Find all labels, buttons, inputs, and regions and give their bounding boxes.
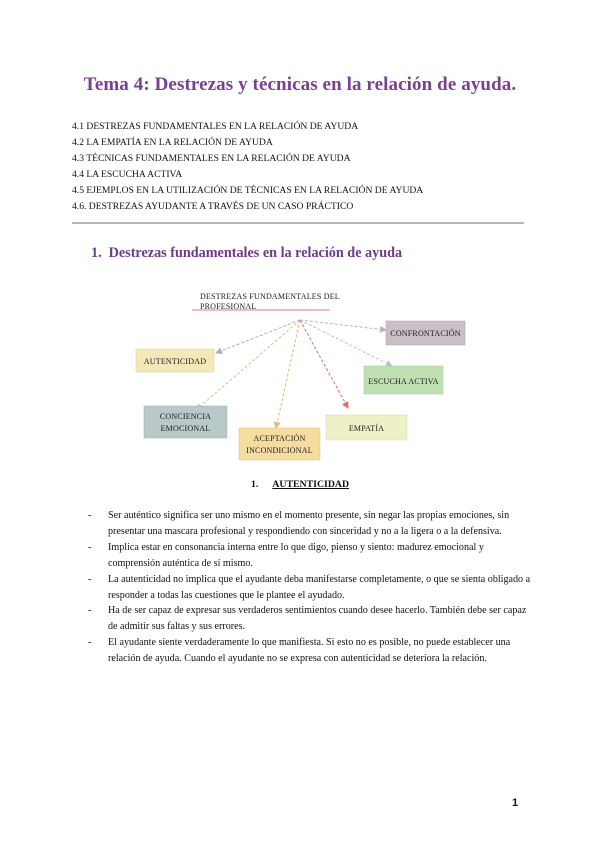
- diagram-arrow-aceptacion: [276, 320, 300, 428]
- diagram-root-label-line1: DESTREZAS FUNDAMENTALES DEL: [200, 292, 340, 301]
- subsection-number: 1.: [250, 479, 259, 490]
- diagram-arrow-escucha: [300, 320, 392, 366]
- toc-item: 4.1 DESTREZAS FUNDAMENTALES EN LA RELACIÓN DE AYUDA: [72, 121, 359, 132]
- bullet-dash: -: [88, 637, 92, 649]
- diagram-node-escucha-activa: [364, 366, 443, 394]
- diagram-node-conciencia-emocional: [144, 406, 227, 438]
- list-item: [88, 572, 534, 604]
- bullet-list: [88, 508, 534, 667]
- node-label: CONCIENCIA: [159, 412, 212, 421]
- section-heading: [91, 245, 402, 262]
- list-item: [88, 635, 534, 667]
- subsection-heading: [0, 479, 600, 490]
- diagram-node-empatia: [326, 415, 407, 440]
- bullet-text: Ser auténtico significa ser uno mismo en el momento presente, sin negar las propias emociones, sin presentar una mascara profesional y respondiendo con sinceridad y no a la ligera o a la defensiva.: [108, 510, 510, 537]
- toc-item: 4.2 LA EMPATÍA EN LA RELACIÓN DE AYUDA: [72, 136, 273, 148]
- skills-diagram: [0, 280, 600, 470]
- section-number: 1.: [91, 245, 102, 261]
- list-item: [88, 540, 534, 572]
- toc-item: 4.3 TÉCNICAS FUNDAMENTALES EN LA RELACIÓN DE AYUDA: [72, 152, 351, 164]
- document-title: Tema 4: Destrezas y técnicas en la relación de ayuda.: [83, 74, 517, 95]
- toc-item: 4.4 LA ESCUCHA ACTIVA: [72, 168, 183, 180]
- bullet-dash: -: [88, 573, 92, 585]
- diagram-root-label-line2: PROFESIONAL: [200, 302, 257, 311]
- horizontal-divider: [72, 222, 524, 224]
- bullet-text: La autenticidad no implica que el ayudante deba manifestarse completamente, o que se sienta obligado a responder a todas las cuestiones que le plantee el ayudado.: [108, 573, 531, 601]
- list-item: [88, 603, 534, 635]
- bullet-dash: -: [88, 541, 92, 553]
- node-label-line2: EMOCIONAL: [160, 424, 211, 433]
- subsection-title: AUTENTICIDAD: [272, 479, 350, 490]
- diagram-node-autenticidad: [136, 349, 214, 372]
- table-of-contents: [72, 119, 423, 214]
- diagram-node-confrontacion: [386, 321, 465, 345]
- bullet-text: Ha de ser capaz de expresar sus verdaderos sentimientos cuando desee hacerlo. También debe ser capaz de admitir sus faltas y sus errores.: [108, 605, 527, 633]
- diagram-node-aceptacion-incondicional: [239, 428, 320, 460]
- node-label: CONFRONTACIÓN: [390, 329, 461, 338]
- bullet-text: Implica estar en consonancia interna entre lo que digo, pienso y siento: madurez emocional y comprensión auténtica de sí mismo.: [108, 541, 484, 569]
- page-number: 1: [512, 797, 519, 809]
- bullet-dash: -: [88, 605, 92, 617]
- toc-item: 4.6. DESTREZAS AYUDANTE A TRAVÉS DE UN CASO PRÁCTICO: [72, 200, 354, 212]
- list-item: [88, 508, 534, 540]
- node-label: ESCUCHA ACTIVA: [368, 377, 439, 386]
- bullet-text: El ayudante siente verdaderamente lo que manifiesta. Si esto no es posible, no puede establecer una relación de ayuda. Cuando el ayudante no se expresa con autenticidad se deteriora la relación.: [108, 637, 511, 665]
- node-label: AUTENTICIDAD: [143, 357, 207, 366]
- diagram-arrow-autenticidad: [216, 320, 300, 353]
- node-label: ACEPTACIÓN: [253, 434, 306, 443]
- diagram-arrow-empatia: [300, 320, 348, 408]
- node-label: EMPATÍA: [348, 424, 385, 433]
- node-label-line2: INCONDICIONAL: [246, 446, 313, 455]
- toc-item: 4.5 EJEMPLOS EN LA UTILIZACIÓN DE TÉCNICAS EN LA RELACIÓN DE AYUDA: [72, 184, 424, 196]
- bullet-dash: -: [88, 510, 92, 521]
- diagram-arrow-confrontacion: [300, 320, 386, 330]
- section-title: Destrezas fundamentales en la relación de ayuda: [108, 245, 403, 261]
